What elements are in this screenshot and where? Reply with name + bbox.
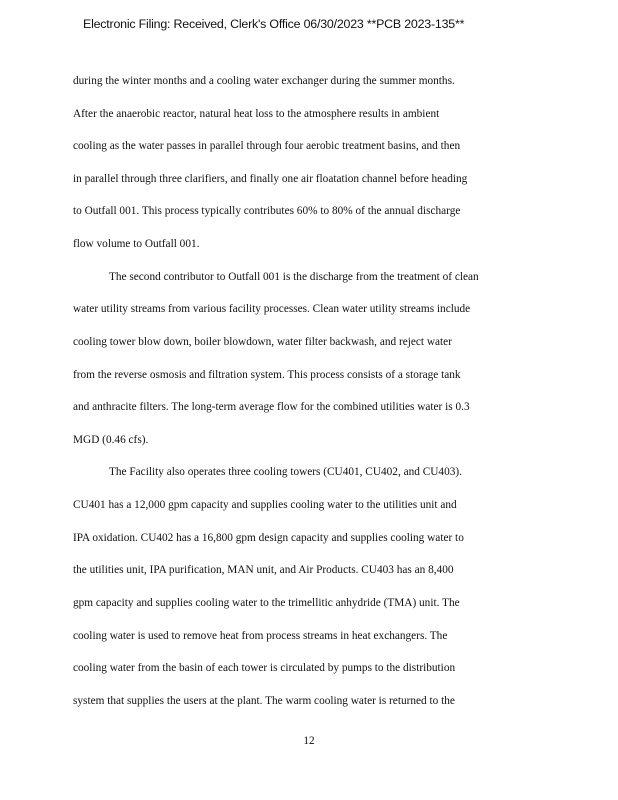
body-line: cooling water from the basin of each tower is circulated by pumps to the distribution [73,662,456,674]
body-line: and anthracite filters. The long-term average flow for the combined utilities water is 0.3 [73,401,470,413]
body-line: MGD (0.46 cfs). [73,434,149,446]
body-line: water utility streams from various facility processes. Clean water utility streams include [73,303,471,315]
filing-header: Electronic Filing: Received, Clerk's Office 06/30/2023 **PCB 2023-135** [83,17,465,31]
body-line: system that supplies the users at the plant. The warm cooling water is returned to the [73,695,455,707]
body-line: CU401 has a 12,000 gpm capacity and supplies cooling water to the utilities unit and [73,499,457,511]
body-line: the utilities unit, IPA purification, MAN unit, and Air Products. CU403 has an 8,400 [73,564,454,576]
body-line: to Outfall 001. This process typically contributes 60% to 80% of the annual discharge [73,205,461,217]
paragraph-first-line: The second contributor to Outfall 001 is the discharge from the treatment of clean [109,271,479,283]
body-line: in parallel through three clarifiers, and finally one air floatation channel before heading [73,173,468,185]
body-line: cooling as the water passes in parallel through four aerobic treatment basins, and then [73,140,461,152]
body-line: cooling tower blow down, boiler blowdown, water filter backwash, and reject water [73,336,452,348]
body-line: gpm capacity and supplies cooling water to the trimellitic anhydride (TMA) unit. The [73,597,460,609]
body-line: IPA oxidation. CU402 has a 16,800 gpm design capacity and supplies cooling water to [73,532,464,544]
body-line: from the reverse osmosis and filtration system. This process consists of a storage tank [73,369,461,381]
page-number: 12 [303,735,315,747]
body-line: After the anaerobic reactor, natural heat loss to the atmosphere results in ambient [73,108,440,120]
body-line: flow volume to Outfall 001. [73,238,200,250]
paragraph-first-line: The Facility also operates three cooling towers (CU401, CU402, and CU403). [109,466,462,478]
body-line: cooling water is used to remove heat from process streams in heat exchangers. The [73,630,448,642]
body-line: during the winter months and a cooling water exchanger during the summer months. [73,75,455,87]
